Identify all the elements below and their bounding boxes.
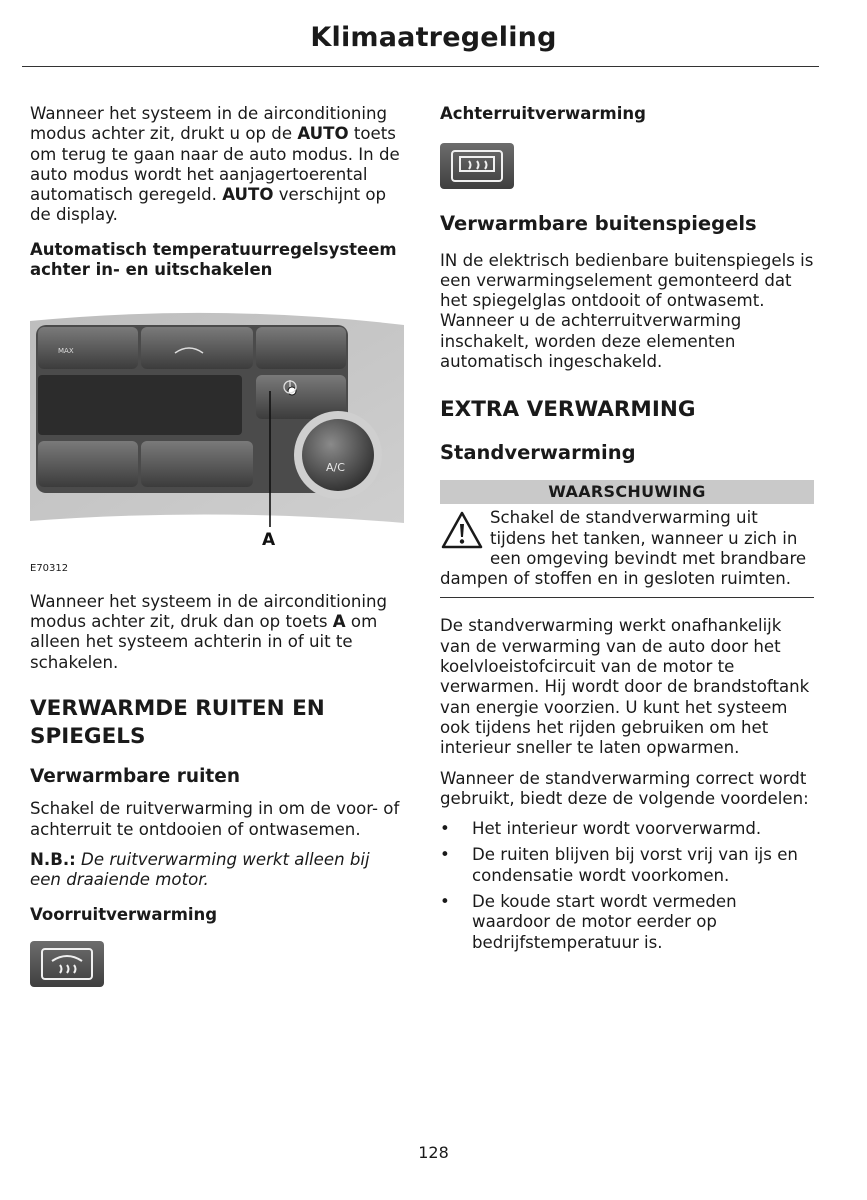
climate-panel-figure <box>30 295 404 553</box>
paragraph-defrost: Schakel de ruitverwarming in om de voor- of achterruit te ontdooien of ontwasemen. <box>30 799 400 839</box>
list-item-text: De ruiten blijven bij vorst vrij van ijs en condensatie wordt voorkomen. <box>472 845 798 885</box>
header-divider <box>22 66 819 67</box>
left-column <box>30 104 404 987</box>
warning-triangle-icon <box>440 510 484 550</box>
benefits-list <box>440 819 814 953</box>
warning-divider <box>440 597 814 598</box>
text-segment: Wanneer het systeem in de airconditioning modus achter zit, druk dan op toets <box>30 591 388 632</box>
display-screen <box>38 375 242 435</box>
warning-body <box>440 504 814 589</box>
note <box>30 850 404 891</box>
defrost-rear-icon <box>440 143 514 189</box>
ac-label: A/C <box>326 460 345 474</box>
note-label: N.B.: <box>30 850 76 870</box>
heading-heated-windows: VERWARMDE RUITEN EN SPIEGELS <box>30 695 325 749</box>
heading-auto-temperature: Automatisch temperatuurregelsysteem achter in- en uitschakelen <box>30 239 397 280</box>
button-reference: A <box>332 612 346 632</box>
max-label: MAX <box>58 346 74 355</box>
heading-rear-defrost: Achterruitverwarming <box>440 104 646 123</box>
bullet: • <box>440 819 450 839</box>
bullet: • <box>440 892 450 912</box>
text-segment: toets om terug te gaan naar de auto modus. In de auto modus wordt het aanjagertoerental automatisch geregeld. <box>30 124 400 205</box>
paragraph-mirrors: IN de elektrisch bedienbare buitenspiegels is een verwarmingselement gemonteerd dat het spiegelglas ontdooit of ontwasemt. Wanneer u de achterruitverwarming inschakelt, worden deze elementen automatisch ingeschakeld. <box>440 250 814 371</box>
list-item-text: Het interieur wordt voorverwarmd. <box>472 819 762 839</box>
airflow-face-button <box>38 441 138 487</box>
warning-text: Schakel de standverwarming uit tijdens het tanken, wanneer u zich in een omgeving bevindt met brandbare dampen of stoffen en in gesloten ruimten. <box>440 508 807 589</box>
recirculation-button <box>141 327 253 369</box>
heading-heated-mirrors: Verwarmbare buitenspiegels <box>440 211 757 235</box>
list-item-text: De koude start wordt vermeden waardoor de motor eerder op bedrijfstemperatuur is. <box>472 892 737 952</box>
paragraph-rear-toggle <box>30 592 404 673</box>
bullet: • <box>440 845 450 865</box>
text-segment: om alleen het systeem achterin in of uit te schakelen. <box>30 612 378 672</box>
auto-keyword: AUTO <box>297 124 349 144</box>
defrost-front-icon <box>30 941 104 987</box>
list-item <box>440 819 814 839</box>
ac-knob <box>302 419 374 491</box>
heading-front-defrost: Voorruitverwarming <box>30 904 218 924</box>
text-segment: verschijnt op de display. <box>30 185 387 225</box>
heading-extra-heating: EXTRA VERWARMING <box>440 397 696 423</box>
paragraph-parking-heater: De standverwarming werkt onafhankelijk van de verwarming van de auto door het koelvloeistofcircuit van de motor te verwarmen. Hij wordt door de brandstoftank van energie voorzien. U kunt het systeem ook tijdens het rijden gebruiken om het interieur sneller te laten opwarmen. <box>440 616 810 758</box>
callout-label: A <box>262 529 276 550</box>
page-title: Klimaatregeling <box>310 22 557 53</box>
airflow-feet-button <box>141 441 253 487</box>
note-text: De ruitverwarming werkt alleen bij een draaiende motor. <box>30 850 370 890</box>
paragraph-benefits-intro: Wanneer de standverwarming correct wordt gebruikt, biedt deze de volgende voordelen: <box>440 768 809 808</box>
heading-parking-heater: Standverwarming <box>440 441 636 465</box>
list-item <box>440 845 814 886</box>
heading-heated-windows-sub: Verwarmbare ruiten <box>30 765 240 787</box>
page-number: 128 <box>418 1143 449 1162</box>
max-defrost-button <box>38 327 138 369</box>
warning-header: WAARSCHUWING <box>440 480 814 504</box>
figure-code: E70312 <box>30 562 69 574</box>
text-segment: Wanneer het systeem in de airconditioning modus achter zit, drukt u op de <box>30 104 388 144</box>
list-item <box>440 892 814 953</box>
auto-keyword: AUTO <box>222 185 274 205</box>
airflow-button <box>256 327 346 369</box>
right-column <box>440 104 814 959</box>
paragraph-auto-mode <box>30 104 404 226</box>
